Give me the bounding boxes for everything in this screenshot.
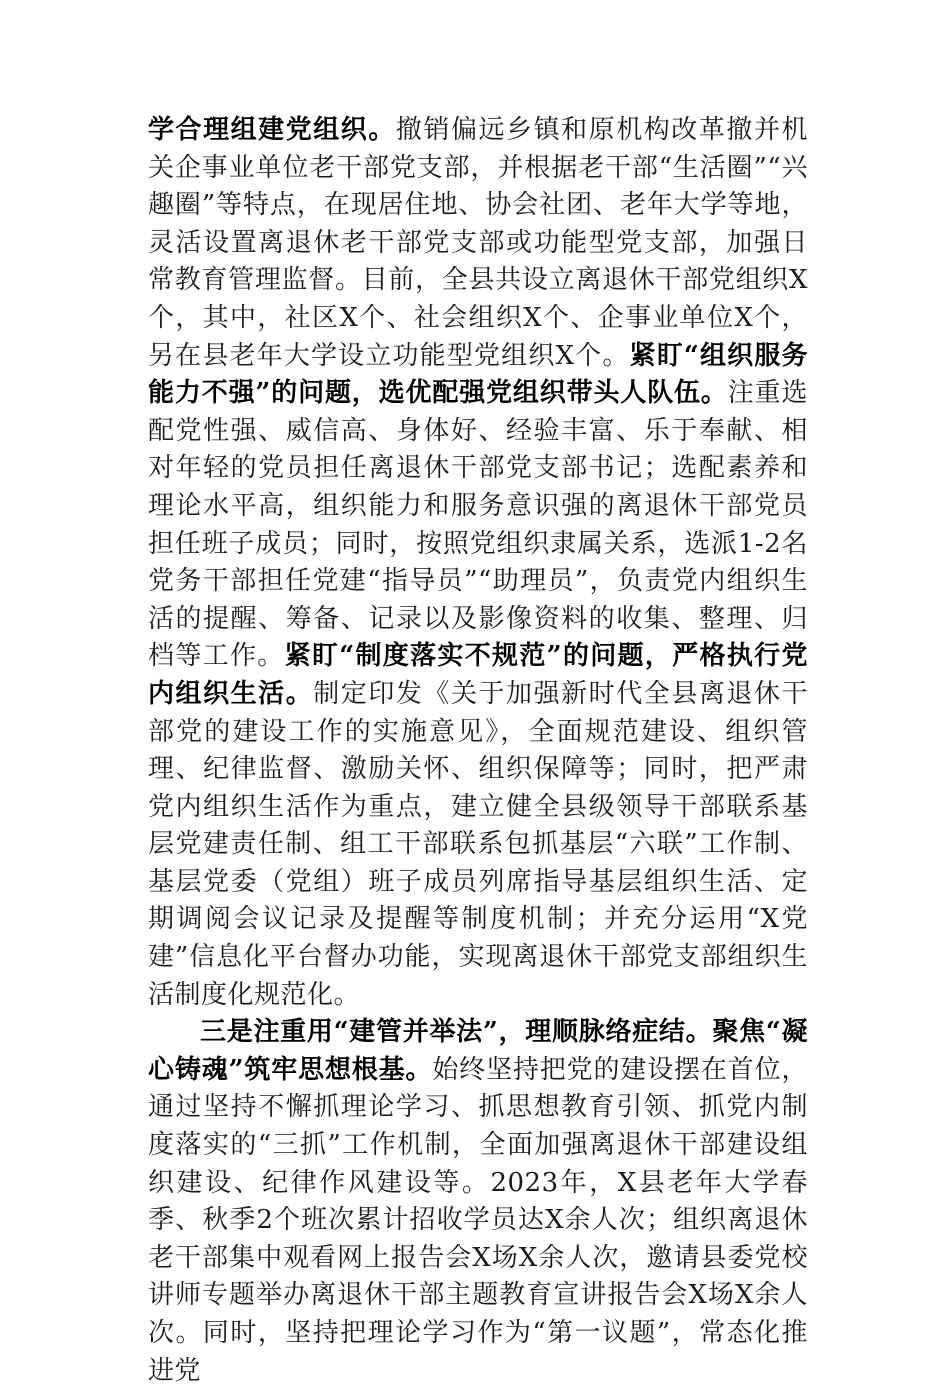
- paragraph-section-three: [148, 1014, 808, 1390]
- body-text-run: 制定印发《关于加强新时代全县离退休干部党的建设工作的实施意见》，全面规范建设、组织管理、纪律监督、激励关怀、组织保障等；同时，把严肃党内组织生活作为重点，建立健全县级领导干部联系基层党建责任制、组工干部联系包抓基层“六联”工作制、基层党委（党组）班子成员列席指导基层组织生活、定期调阅会议记录及提醒等制度机制；并充分运用“X党建”信息化平台督办功能，实现离退休干部党支部组织生活制度化规范化。: [148, 678, 808, 1010]
- bold-heading-run: 紧盯“组织服务能力不强”的问题，选优配强党组织带头人队伍。: [148, 340, 808, 409]
- body-text-run: 撤销偏远乡镇和原机构改革撤并机关企事业单位老干部党支部，并根据老干部“生活圈”“兴趣圈”等特点，在现居住地、协会社团、老年大学等地，灵活设置离退休老干部党支部或功能型党支部，加强日常教育管理监督。目前，全县共设立离退休干部党组织X个，其中，社区X个、社会组织X个、企事业单位X个，另在县老年大学设立功能型党组织X个。: [148, 115, 808, 371]
- body-text-run: 始终坚持把党的建设摆在首位，通过坚持不懈抓理论学习、抓思想教育引领、抓党内制度落实的“三抓”工作机制，全面加强离退休干部建设组织建设、纪律作风建设等。2023年，X县老年大学春季、秋季2个班次累计招收学员达X余人次；组织离退休老干部集中观看网上报告会X场X余人次，邀请县委党校讲师专题举办离退休干部主题教育宣讲报告会X场X余人次。同时，坚持把理论学习作为“第一议题”，常态化推进党: [148, 1054, 808, 1386]
- paragraph-org-building: [148, 112, 808, 1014]
- bold-heading-run: 学合理组建党组织。: [148, 115, 396, 145]
- bold-heading-run: 紧盯“制度落实不规范”的问题，严格执行党内组织生活。: [148, 641, 808, 709]
- bold-heading-run: 三是注重用“建管并举法”，理顺脉络症结。聚焦“凝心铸魂”筑牢思想根基。: [148, 1017, 808, 1085]
- document-page: [148, 112, 808, 1390]
- body-text-run: 注重选配党性强、威信高、身体好、经验丰富、乐于奉献、相对年轻的党员担任离退休干部党支部书记；选配素养和理论水平高，组织能力和服务意识强的离退休干部党员担任班子成员；同时，按照党组织隶属关系，选派1-2名党务干部担任党建“指导员”“助理员”，负责党内组织生活的提醒、筹备、记录以及影像资料的收集、整理、归档等工作。: [148, 378, 808, 672]
